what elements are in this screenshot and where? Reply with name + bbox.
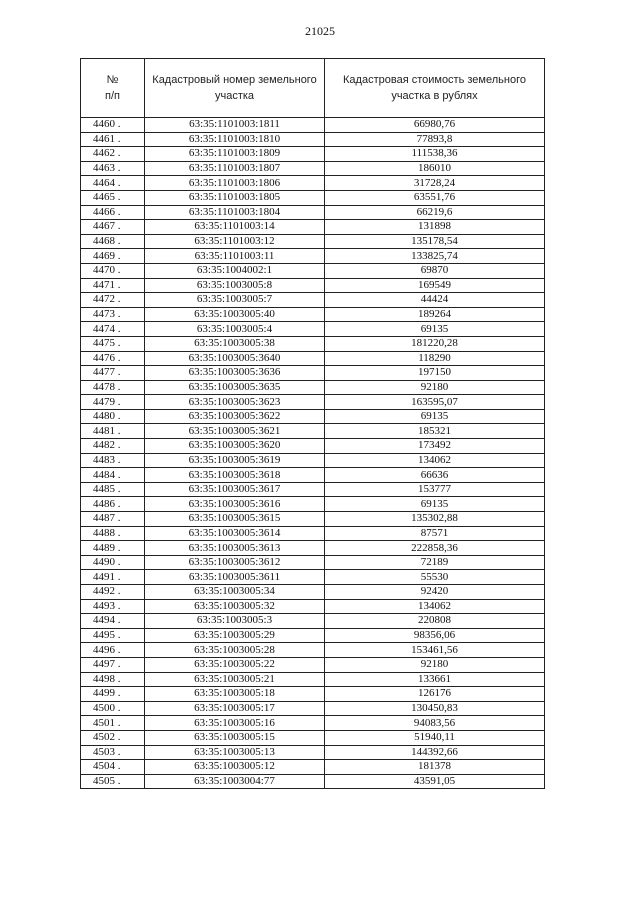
cadastral-value: 94083,56 <box>325 716 545 731</box>
table-row <box>81 512 545 527</box>
cadastral-number: 63:35:1003005:32 <box>145 599 325 614</box>
table-row <box>81 745 545 760</box>
cadastral-value: 69135 <box>325 409 545 424</box>
row-index: 4484 . <box>81 468 145 483</box>
cadastral-number: 63:35:1004002:1 <box>145 263 325 278</box>
cadastral-number: 63:35:1003005:40 <box>145 307 325 322</box>
cadastral-number: 63:35:1003005:17 <box>145 701 325 716</box>
row-index: 4483 . <box>81 453 145 468</box>
cadastral-value: 69135 <box>325 322 545 337</box>
row-index: 4478 . <box>81 380 145 395</box>
row-index: 4501 . <box>81 716 145 731</box>
cadastral-number: 63:35:1003005:21 <box>145 672 325 687</box>
row-index: 4460 . <box>81 118 145 133</box>
cadastral-value: 92420 <box>325 585 545 600</box>
table-row <box>81 760 545 775</box>
table-row <box>81 526 545 541</box>
cadastral-number: 63:35:1003005:34 <box>145 585 325 600</box>
table-header <box>81 59 545 118</box>
cadastral-value: 134062 <box>325 453 545 468</box>
cadastral-number: 63:35:1003005:16 <box>145 716 325 731</box>
row-index: 4482 . <box>81 439 145 454</box>
row-index: 4472 . <box>81 293 145 308</box>
table-row <box>81 147 545 162</box>
cadastral-number: 63:35:1003005:4 <box>145 322 325 337</box>
cadastral-value: 92180 <box>325 380 545 395</box>
cadastral-number: 63:35:1003005:3619 <box>145 453 325 468</box>
cadastral-value: 181220,28 <box>325 336 545 351</box>
table-row <box>81 497 545 512</box>
cadastral-value: 98356,06 <box>325 628 545 643</box>
cadastral-number: 63:35:1003005:18 <box>145 687 325 702</box>
row-index: 4502 . <box>81 730 145 745</box>
row-index: 4486 . <box>81 497 145 512</box>
cadastral-number: 63:35:1101003:1804 <box>145 205 325 220</box>
table-row <box>81 774 545 789</box>
table-row <box>81 278 545 293</box>
table-row <box>81 555 545 570</box>
cadastral-value: 118290 <box>325 351 545 366</box>
table-row <box>81 395 545 410</box>
row-index: 4495 . <box>81 628 145 643</box>
row-index: 4479 . <box>81 395 145 410</box>
cadastral-number: 63:35:1101003:11 <box>145 249 325 264</box>
cadastral-number: 63:35:1101003:14 <box>145 220 325 235</box>
row-index: 4492 . <box>81 585 145 600</box>
cadastral-number: 63:35:1101003:1810 <box>145 132 325 147</box>
table-row <box>81 643 545 658</box>
table-row <box>81 132 545 147</box>
row-index: 4461 . <box>81 132 145 147</box>
cadastral-number: 63:35:1003005:12 <box>145 760 325 775</box>
cadastral-value: 131898 <box>325 220 545 235</box>
row-index: 4505 . <box>81 774 145 789</box>
row-index: 4477 . <box>81 366 145 381</box>
table-row <box>81 730 545 745</box>
cadastral-value: 220808 <box>325 614 545 629</box>
table-row <box>81 672 545 687</box>
page-number: 21025 <box>305 24 335 38</box>
table-row <box>81 263 545 278</box>
row-index: 4463 . <box>81 161 145 176</box>
cadastral-number: 63:35:1003005:22 <box>145 657 325 672</box>
table-row <box>81 307 545 322</box>
cadastral-number: 63:35:1003005:8 <box>145 278 325 293</box>
table-row <box>81 541 545 556</box>
table-row <box>81 657 545 672</box>
cadastral-number: 63:35:1003005:3640 <box>145 351 325 366</box>
cadastral-number: 63:35:1101003:12 <box>145 234 325 249</box>
row-index: 4480 . <box>81 409 145 424</box>
row-index: 4470 . <box>81 263 145 278</box>
cadastral-number: 63:35:1003005:3614 <box>145 526 325 541</box>
row-index: 4473 . <box>81 307 145 322</box>
cadastral-number: 63:35:1101003:1811 <box>145 118 325 133</box>
row-index: 4474 . <box>81 322 145 337</box>
cadastral-number: 63:35:1003005:3613 <box>145 541 325 556</box>
cadastral-value: 55530 <box>325 570 545 585</box>
header-cadastral-number: Кадастровый номер земельного участка <box>145 59 325 118</box>
table-row <box>81 380 545 395</box>
cadastral-value: 169549 <box>325 278 545 293</box>
cadastral-value: 153777 <box>325 482 545 497</box>
cadastral-number: 63:35:1003005:29 <box>145 628 325 643</box>
row-index: 4497 . <box>81 657 145 672</box>
table-row <box>81 190 545 205</box>
cadastral-value: 51940,11 <box>325 730 545 745</box>
table-row <box>81 161 545 176</box>
cadastral-number: 63:35:1101003:1806 <box>145 176 325 191</box>
row-index: 4491 . <box>81 570 145 585</box>
cadastral-number: 63:35:1101003:1809 <box>145 147 325 162</box>
row-index: 4485 . <box>81 482 145 497</box>
cadastral-value: 133661 <box>325 672 545 687</box>
header-cadastral-value: Кадастровая стоимость земельного участка в рублях <box>325 59 545 118</box>
table-row <box>81 599 545 614</box>
cadastral-number: 63:35:1003005:3620 <box>145 439 325 454</box>
table-row <box>81 585 545 600</box>
cadastral-value: 144392,66 <box>325 745 545 760</box>
table-row <box>81 468 545 483</box>
row-index: 4481 . <box>81 424 145 439</box>
table-row <box>81 176 545 191</box>
cadastral-value: 133825,74 <box>325 249 545 264</box>
row-index: 4471 . <box>81 278 145 293</box>
cadastral-value: 69135 <box>325 497 545 512</box>
table-row <box>81 205 545 220</box>
table-row <box>81 351 545 366</box>
cadastral-value: 185321 <box>325 424 545 439</box>
header-row <box>81 59 545 118</box>
cadastral-number: 63:35:1003004:77 <box>145 774 325 789</box>
table-body <box>81 118 545 789</box>
cadastral-value: 66636 <box>325 468 545 483</box>
cadastral-value: 197150 <box>325 366 545 381</box>
table-row <box>81 614 545 629</box>
row-index: 4500 . <box>81 701 145 716</box>
row-index: 4462 . <box>81 147 145 162</box>
cadastral-value: 72189 <box>325 555 545 570</box>
cadastral-value: 44424 <box>325 293 545 308</box>
table-row <box>81 628 545 643</box>
cadastral-number: 63:35:1003005:13 <box>145 745 325 760</box>
cadastral-number: 63:35:1003005:3621 <box>145 424 325 439</box>
cadastral-value: 135178,54 <box>325 234 545 249</box>
cadastral-value: 173492 <box>325 439 545 454</box>
cadastral-value: 77893,8 <box>325 132 545 147</box>
row-index: 4464 . <box>81 176 145 191</box>
cadastral-value: 186010 <box>325 161 545 176</box>
cadastral-value: 134062 <box>325 599 545 614</box>
cadastral-value: 66219,6 <box>325 205 545 220</box>
row-index: 4504 . <box>81 760 145 775</box>
table-row <box>81 687 545 702</box>
table-row <box>81 409 545 424</box>
cadastral-number: 63:35:1003005:3617 <box>145 482 325 497</box>
cadastral-number: 63:35:1003005:3618 <box>145 468 325 483</box>
cadastral-value: 181378 <box>325 760 545 775</box>
row-index: 4493 . <box>81 599 145 614</box>
cadastral-value: 222858,36 <box>325 541 545 556</box>
table-row <box>81 234 545 249</box>
row-index: 4476 . <box>81 351 145 366</box>
cadastral-value: 163595,07 <box>325 395 545 410</box>
table-row <box>81 336 545 351</box>
cadastral-number: 63:35:1003005:3636 <box>145 366 325 381</box>
row-index: 4499 . <box>81 687 145 702</box>
cadastral-value: 92180 <box>325 657 545 672</box>
table-row <box>81 716 545 731</box>
cadastral-number: 63:35:1003005:3612 <box>145 555 325 570</box>
table-row <box>81 439 545 454</box>
cadastral-value: 69870 <box>325 263 545 278</box>
table-row <box>81 118 545 133</box>
cadastral-value: 189264 <box>325 307 545 322</box>
cadastral-value: 111538,36 <box>325 147 545 162</box>
table-row <box>81 482 545 497</box>
table-row <box>81 249 545 264</box>
cadastral-number: 63:35:1101003:1805 <box>145 190 325 205</box>
cadastral-number: 63:35:1003005:3611 <box>145 570 325 585</box>
row-index: 4469 . <box>81 249 145 264</box>
cadastral-value: 87571 <box>325 526 545 541</box>
cadastral-number: 63:35:1101003:1807 <box>145 161 325 176</box>
cadastral-value: 130450,83 <box>325 701 545 716</box>
row-index: 4503 . <box>81 745 145 760</box>
row-index: 4465 . <box>81 190 145 205</box>
row-index: 4488 . <box>81 526 145 541</box>
row-index: 4475 . <box>81 336 145 351</box>
cadastral-number: 63:35:1003005:3615 <box>145 512 325 527</box>
cadastral-number: 63:35:1003005:3623 <box>145 395 325 410</box>
row-index: 4494 . <box>81 614 145 629</box>
table-row <box>81 220 545 235</box>
table-row <box>81 424 545 439</box>
cadastral-value: 63551,76 <box>325 190 545 205</box>
row-index: 4498 . <box>81 672 145 687</box>
cadastral-number: 63:35:1003005:3 <box>145 614 325 629</box>
header-index: № п/п <box>81 59 145 118</box>
table-row <box>81 293 545 308</box>
cadastral-value: 126176 <box>325 687 545 702</box>
cadastral-number: 63:35:1003005:3616 <box>145 497 325 512</box>
table-row <box>81 322 545 337</box>
row-index: 4496 . <box>81 643 145 658</box>
cadastre-table <box>80 58 545 789</box>
row-index: 4487 . <box>81 512 145 527</box>
row-index: 4466 . <box>81 205 145 220</box>
table-row <box>81 570 545 585</box>
cadastral-number: 63:35:1003005:3635 <box>145 380 325 395</box>
cadastral-number: 63:35:1003005:28 <box>145 643 325 658</box>
cadastral-number: 63:35:1003005:38 <box>145 336 325 351</box>
row-index: 4467 . <box>81 220 145 235</box>
table-row <box>81 453 545 468</box>
cadastral-number: 63:35:1003005:7 <box>145 293 325 308</box>
cadastral-number: 63:35:1003005:3622 <box>145 409 325 424</box>
row-index: 4489 . <box>81 541 145 556</box>
table-row <box>81 701 545 716</box>
cadastral-value: 43591,05 <box>325 774 545 789</box>
cadastral-value: 66980,76 <box>325 118 545 133</box>
cadastral-value: 31728,24 <box>325 176 545 191</box>
row-index: 4490 . <box>81 555 145 570</box>
table-row <box>81 366 545 381</box>
cadastral-number: 63:35:1003005:15 <box>145 730 325 745</box>
row-index: 4468 . <box>81 234 145 249</box>
cadastral-value: 135302,88 <box>325 512 545 527</box>
cadastral-value: 153461,56 <box>325 643 545 658</box>
